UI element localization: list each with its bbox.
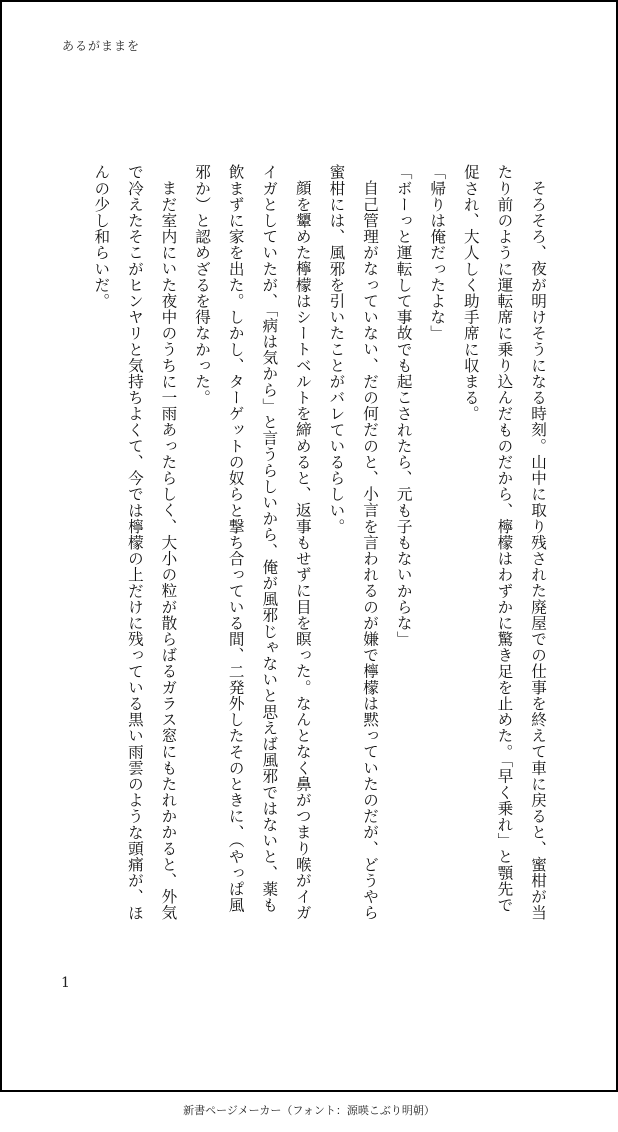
paragraph-5: 顔を顰めた檸檬はシートベルトを締めると、返事もせずに目を瞑った。なんとなく鼻がつまり喉がイガイガとしていたが、「病は気から」と言うらしいから、俺が風邪じゃないと思えば風邪ではないと、薬も飲まずに家を出た。しかし、ターゲットの奴らと撃ち合っている間、二発外したそのときに、（やっぱ風邪か）と認めざるを得なかった。 — [193, 164, 312, 921]
paragraph-1: そろそろ、夜が明けそうになる時刻。山中に取り残された廃屋での仕事を終えて車に戻ると、蜜柑が当たり前のように運転席に乗り込んだものだから、檸檬はわずかに驚き足を止めた。「早く乗れ」と顎先で促され、大人しく助手席に収まる。 — [461, 164, 547, 921]
page-number: 1 — [61, 975, 70, 991]
body-text — [84, 164, 554, 924]
paragraph-3: 「ボーっと運転して事故でも起こされたら、元も子もないからな」 — [394, 164, 413, 647]
running-title: あるがままを — [62, 39, 141, 53]
paragraph-6: まだ室内にいた夜中のうちに一雨あったらしく、大小の粒が散らばるガラス窓にもたれかかると、外気で冷えたそこがヒンヤリと気持ちよくて、今では檸檬の上だけに残っている黒い雨雲のような頭痛が、ほんの少し和らいだ。 — [92, 164, 178, 921]
footer-credit: 新書ページメーカー（フォント：源暎こぶり明朝） — [183, 1104, 435, 1117]
paragraph-2: 「帰りは俺だったよな」 — [428, 164, 447, 342]
paragraph-4: 自己管理がなっていない、だの何だのと、小言を言われるのが嫌で檸檬は黙っていたのだが、どうやら蜜柑には、風邪を引いたことがバレているらしい。 — [327, 164, 380, 921]
